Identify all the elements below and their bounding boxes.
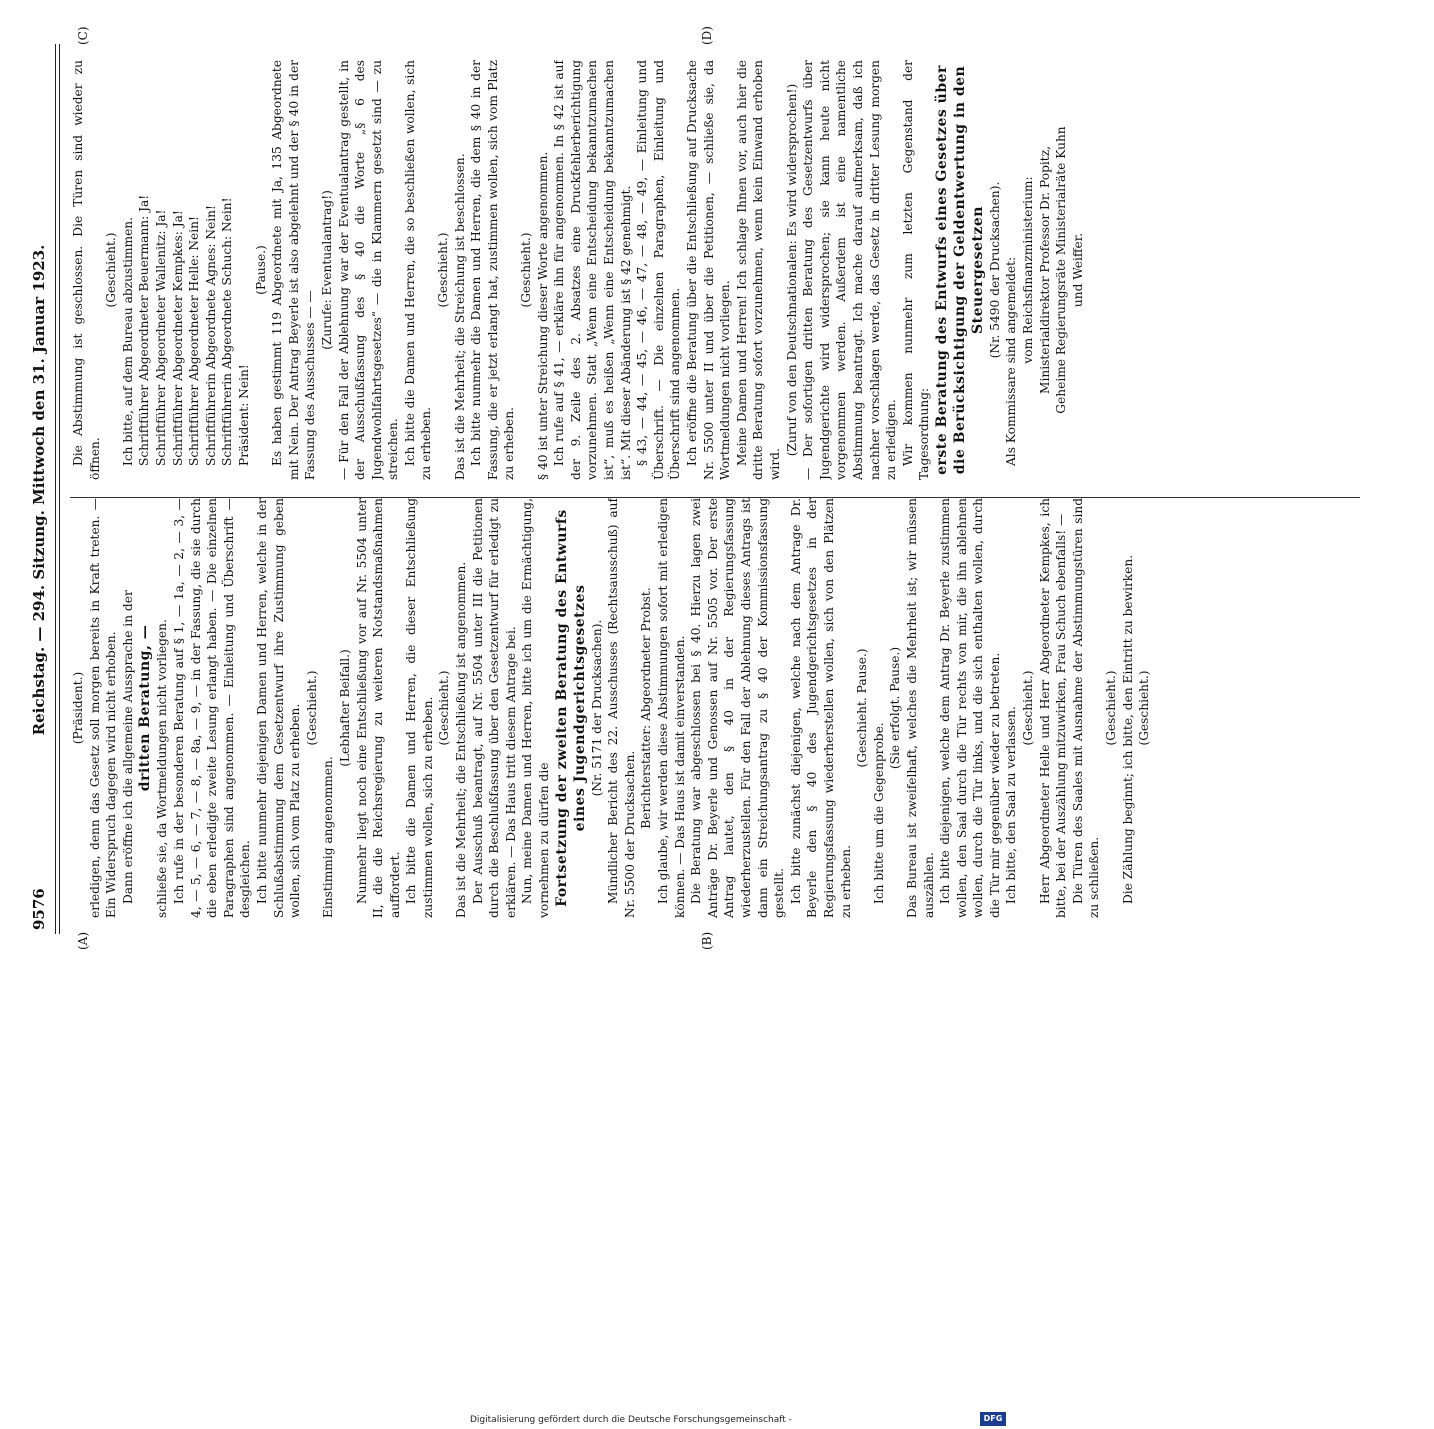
header-rule: [55, 44, 60, 934]
right-paragraph: Schriftführer Abgeordneter Kempkes: Ja!: [170, 210, 185, 466]
right-paragraph: Ministerialdirektor Professor Dr. Popitz,: [1037, 146, 1052, 395]
right-paragraph: (Geschieht.): [436, 232, 451, 308]
left-paragraph: dritten Beratung, —: [137, 624, 154, 792]
page-header: [30, 50, 52, 930]
right-paragraph: Geheime Regierungsräte Ministerialräte Kuhn: [1054, 126, 1069, 414]
right-paragraph: Als Kommissare sind angemeldet:: [1004, 256, 1019, 466]
left-paragraph: (Nr. 5171 der Drucksachen).: [589, 619, 604, 797]
right-paragraph: Es haben gestimmt 119 Abgeordnete mit Ja, 135 Abgeordnete mit Nein. Der Antrag Beyerle ist also abgelehnt und der § 40 in der Fassung des Ausschusses — —: [270, 60, 318, 480]
right-paragraph: Die Abstimmung ist geschlossen. Die Türen sind wieder zu öffnen.: [71, 60, 102, 480]
left-paragraph: Nun, meine Damen und Herren, bitte ich um die Ermächtigung, vornehmen zu dürfen die: [520, 498, 552, 918]
left-paragraph: Nunmehr liegt noch eine Entschließung vor auf Nr. 5504 unter II, die die Reichsregierung zu weiteren Notstandsmaßnahmen auffordert.: [354, 498, 402, 918]
right-paragraph: Ich bitte nunmehr die Damen und Herren, die dem § 40 in der Fassung, die er jetzt erlangt hat, zustimmen wollen, sich vom Platz zu erheben.: [469, 60, 517, 480]
right-paragraph: § 40 ist unter Streichung dieser Worte angenommen.: [535, 151, 550, 480]
right-paragraph: Schriftführerin Abgeordnete Schuch: Nein!: [220, 197, 235, 466]
right-paragraph: Das ist die Mehrheit; die Streichung ist beschlossen.: [452, 153, 467, 480]
left-paragraph: Die Zählung beginnt; ich bitte, den Eintritt zu bewirken.: [1120, 554, 1135, 904]
left-paragraph: Der Ausschuß beantragt, auf Nr. 5504 unter III die Petitionen durch die Beschlußfassung über den Gesetzentwurf für erledigt zu erklären. — Das Haus tritt diesem Antrage bei.: [470, 498, 518, 918]
right-paragraph: Ich rufe auf § 41, — erkläre ihn für angenommen. In § 42 ist auf der 9. Zeile des 2. Absatzes eine Druckfehlerberichtigung vorzunehmen. Statt „Wenn eine Entscheidung bekanntzumachen ist“, muß es heißen „Wenn eine Entscheidung bekanntzumachen ist“. Mit dieser Abänderung ist § 42 genehmigt.: [552, 60, 633, 480]
left-paragraph: Die Türen des Saales mit Ausnahme der Abstimmungstüren sind zu schließen.: [1070, 498, 1102, 918]
left-column: [70, 498, 1370, 918]
column-divider: [70, 497, 1360, 498]
page-number: 9576: [30, 888, 48, 930]
right-paragraph: Wir kommen nunmehr zum letzten Gegenstand der Tagesordnung:: [900, 60, 932, 480]
right-paragraph: Ich bitte die Damen und Herren, die so beschließen wollen, sich zu erheben.: [402, 60, 434, 480]
right-paragraph: Ich bitte, auf dem Bureau abzustimmen.: [120, 216, 135, 466]
left-paragraph: (Geschieht.): [304, 670, 319, 746]
left-paragraph: Ich bitte zunächst diejenigen, welche nach dem Antrage Dr. Beyerle den § 40 des Jugendgerichtsgesetzes in der Regierungsfassung wiederherstellen wollen, sich von den Plätzen zu erheben.: [788, 498, 853, 918]
left-paragraph: (Präsident.): [71, 671, 85, 745]
left-paragraph: Berichterstatter: Abgeordneter Probst.: [639, 587, 654, 829]
right-paragraph: vom Reichsfinanzministerium:: [1021, 176, 1036, 364]
right-paragraph: — Der sofortigen dritten Beratung des Gesetzentwurfs über Jugendgerichte wird widersprochen; sie kann heute nicht vorgenommen werden. Außerdem ist eine namentliche Abstimmung beantragt. Ich mache darauf aufmerksam, daß ich nachher vorschlagen werde, das Gesetz in dritter Lesung morgen zu erledigen.: [801, 60, 899, 480]
right-paragraph: erste Beratung des Entwurfs eines Gesetzes über die Berücksichtigung der Geldentwertung in den Steuergesetzen: [933, 65, 986, 475]
right-paragraph: Meine Damen und Herren! Ich schlage Ihnen vor, auch hier die dritte Beratung sofort vorzunehmen, wenn kein Einwand erhoben wird.: [734, 60, 782, 480]
right-paragraph: und Weiffer.: [1070, 232, 1085, 308]
right-paragraph: (Nr. 5490 der Drucksachen).: [987, 181, 1002, 359]
marker-d: (D): [700, 26, 714, 45]
left-paragraph: (Geschieht.): [437, 670, 452, 746]
right-paragraph: (Geschieht.): [519, 232, 534, 308]
right-paragraph: — Für den Fall der Ablehnung war der Eventualantrag gestellt, in der Ausschußfassung des § 40 die Worte „§ 6 des Jugendwohlfahrtsgesetzes“ — die in Klammern gesetzt sind — zu streichen.: [336, 60, 401, 480]
left-paragraph: erledigen, denn das Gesetz soll morgen bereits in Kraft treten. — Ein Widerspruch dagegen wird nicht erhoben.: [87, 498, 119, 918]
dfg-logo: DFG: [980, 1412, 1006, 1426]
right-paragraph: (Zuruf von den Deutschnationalen: Es wird widersprochen!): [784, 83, 799, 457]
left-paragraph: Ich bitte nunmehr diejenigen Damen und Herren, welche in der Schlußabstimmung dem Gesetzentwurf ihre Zustimmung geben wollen, sich vom Platz zu erheben.: [254, 498, 303, 918]
left-paragraph: Dann eröffne ich die allgemeine Aussprache in der: [120, 590, 135, 904]
left-paragraph: Ich glaube, wir werden diese Abstimmungen sofort mit erledigen können. — Das Haus ist damit einverstanden.: [656, 498, 687, 918]
left-paragraph: (Geschieht.): [1104, 670, 1119, 746]
left-paragraph: (Sie erfolgt. Pause.): [888, 646, 903, 770]
left-paragraph: Herr Abgeordneter Helle und Herr Abgeordneter Kempkes, ich bitte, bei der Auszählung mitzuwirken, Frau Schuch ebenfalls! —: [1037, 498, 1069, 918]
left-paragraph: Das Bureau ist zweifelhaft, welches die Mehrheit ist; wir müssen auszählen.: [904, 498, 936, 918]
digitization-note: Digitalisierung gefördert durch die Deutsche Forschungsgemeinschaft -: [470, 1415, 792, 1425]
right-paragraph: (Pause.): [253, 245, 268, 295]
left-paragraph: (Geschieht.): [1137, 670, 1152, 746]
right-paragraph: Schriftführer Abgeordneter Helle: Nein!: [187, 216, 202, 466]
right-paragraph: Präsident: Nein!: [236, 364, 251, 466]
left-paragraph: Die Beratung war abgeschlossen bei § 40. Hierzu lagen zwei Anträge Dr. Beyerle und Genossen auf Nr. 5505 vor. Der erste Antrag lautet, den § 40 in der Regierungsfassung wiederherzustellen. Für den Fall der Ablehnung dieses Antrags ist dann ein Streichungsantrag zu § 40 der Kommissionsfassung gestellt.: [689, 498, 787, 918]
left-paragraph: Ich bitte diejenigen, welche dem Antrag Dr. Beyerle zustimmen wollen, den Saal durch die Tür rechts von mir, die ihn ablehnen wollen, durch die Tür links, und die sich enthalten wollen, durch die Tür mir gegenüber wieder zu betreten.: [938, 498, 1002, 918]
right-paragraph: Ich eröffne die Beratung über die Entschließung auf Drucksache Nr. 5500 unter II und über die Petitionen, — schließe sie, da Wortmeldungen nicht vorliegen.: [684, 60, 733, 480]
left-paragraph: (Geschieht.): [1021, 670, 1036, 746]
marker-c: (C): [76, 26, 90, 45]
left-paragraph: (Lebhafter Beifall.): [337, 649, 352, 767]
left-paragraph: (Geschieht. Pause.): [855, 648, 870, 768]
page-title: Reichstag. — 294. Sitzung. Mittwoch den 31. Januar 1923.: [30, 244, 48, 736]
left-paragraph: schließe sie, da Wortmeldungen nicht vorliegen.: [155, 619, 170, 918]
left-paragraph: Ich bitte um die Gegenprobe.: [871, 722, 886, 904]
right-column: [70, 60, 1370, 480]
right-paragraph: Schriftführer Abgeordneter Beuermann: Ja!: [137, 194, 152, 466]
right-paragraph: (Zurufe: Eventualantrag!): [319, 190, 334, 350]
left-paragraph: Ich bitte die Damen und Herren, die dieser Entschließung zustimmen wollen, sich zu erheben.: [404, 498, 435, 918]
right-paragraph: Schriftführerin Abgeordnete Agnes: Nein!: [203, 205, 218, 466]
left-paragraph: Ich rufe in der besonderen Beratung auf § 1, — 1a, — 2, — 3, — 4, — 5, — 6, — 7, — 8, — 8a, — 9, — in der Fassung, die sie durch die eben erledigte zweite Lesung erlangt haben. — Die einzelnen Paragraphen sind angenommen. — Einleitung und Überschrift — desgleichen.: [171, 498, 253, 918]
left-paragraph: Ich bitte, den Saal zu verlassen.: [1004, 706, 1019, 904]
left-paragraph: Das ist die Mehrheit; die Entschließung ist angenommen.: [454, 561, 469, 918]
left-paragraph: Fortsetzung der zweiten Beratung des Entwurfs eines Jugendgerichtsgesetzes: [553, 509, 588, 907]
right-paragraph: Schriftführer Abgeordneter Wallenitz: Ja!: [153, 209, 168, 466]
left-paragraph: Mündlicher Bericht des 22. Ausschusses (Rechtsausschuß) auf Nr. 5500 der Drucksachen.: [606, 498, 637, 918]
marker-a: (A): [76, 931, 90, 950]
right-paragraph: (Geschieht.): [104, 232, 119, 308]
marker-b: (B): [700, 931, 714, 950]
right-paragraph: § 43, — 44, — 45, — 46, — 47, — 48, — 49, — Einleitung und Überschrift. — Die einzelnen Paragraphen, Einleitung und Überschrift sind angenommen.: [635, 60, 683, 480]
left-paragraph: Einstimmig angenommen.: [321, 756, 336, 918]
